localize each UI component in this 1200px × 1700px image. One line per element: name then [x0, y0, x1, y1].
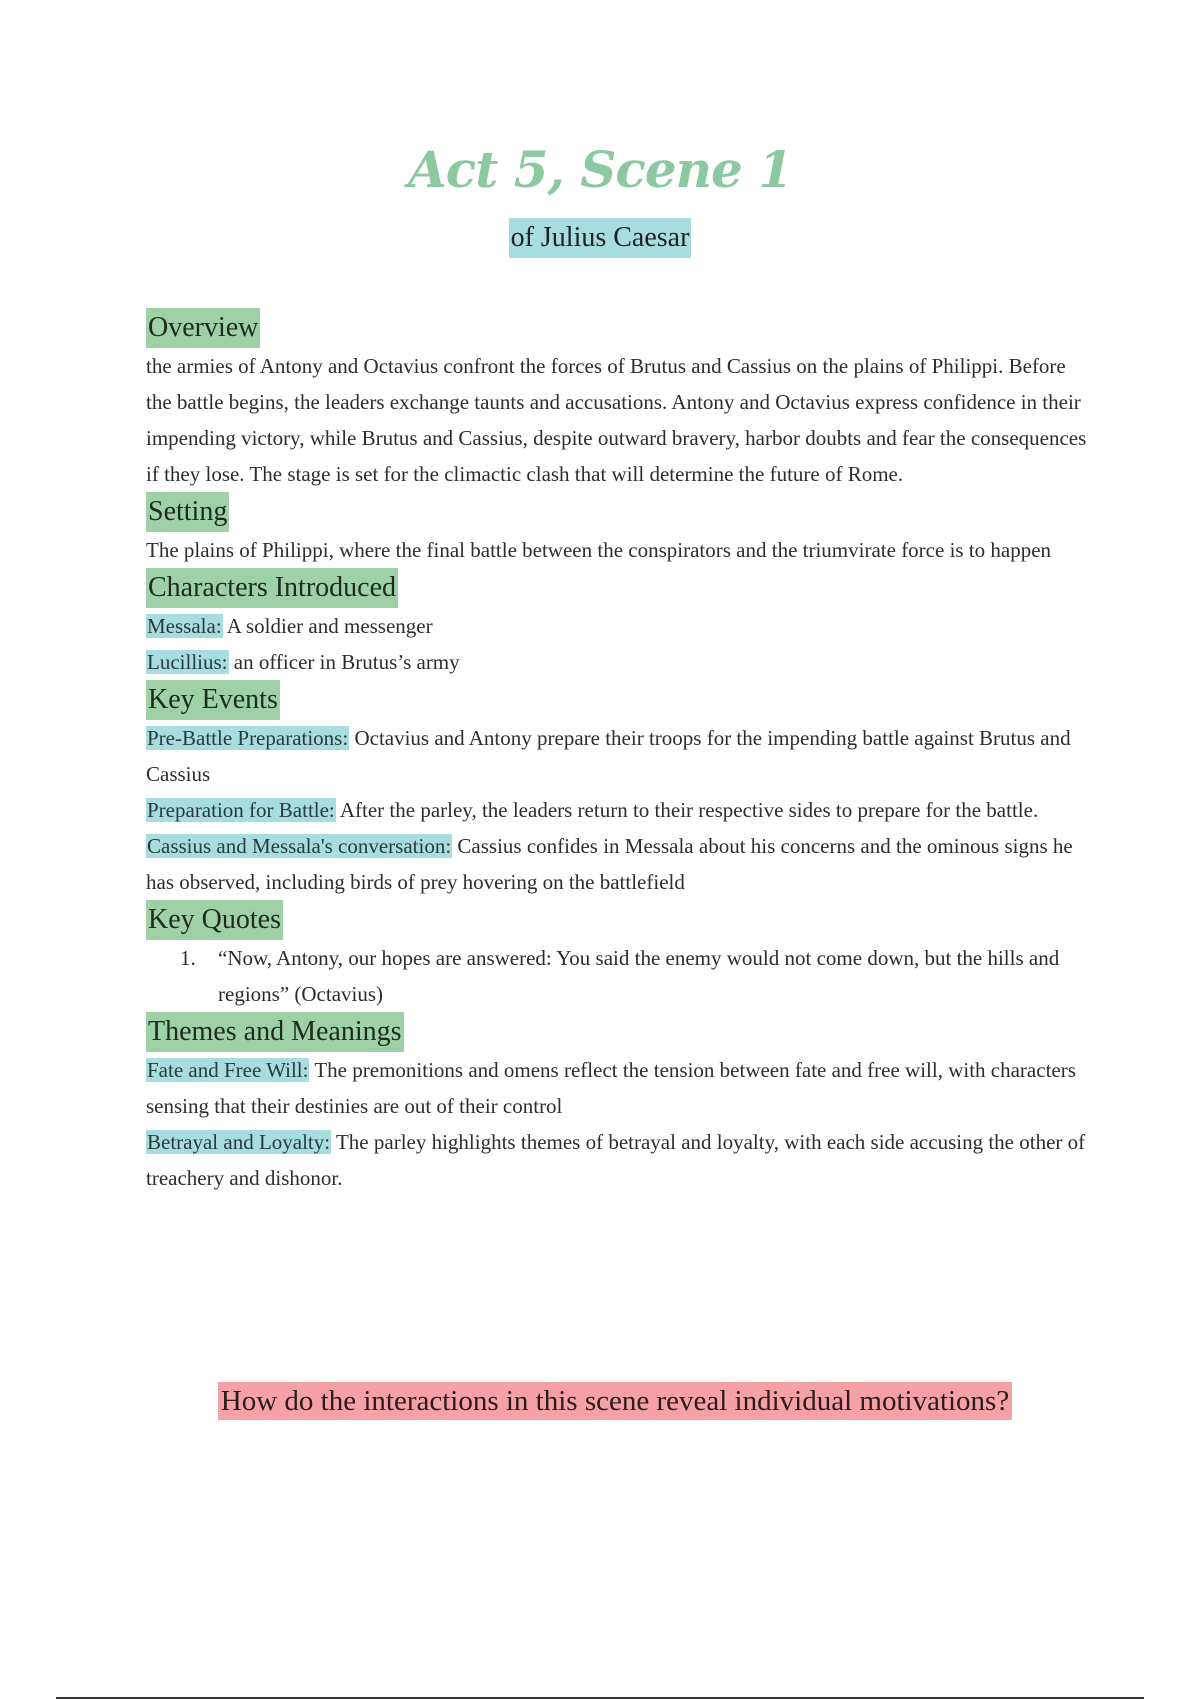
theme-entry	[146, 1052, 1096, 1124]
quotes-section	[146, 900, 1096, 1012]
character-description: A soldier and messenger	[222, 614, 433, 638]
theme-term: Betrayal and Loyalty:	[147, 1130, 331, 1154]
theme-entry	[146, 1124, 1096, 1196]
quote-list	[146, 940, 1096, 1012]
character-entry	[146, 608, 1096, 644]
event-description: Octavius and Antony prepare their troops for the impending battle against Brutus and Cassius	[146, 726, 1071, 786]
events-heading: Key Events	[146, 680, 280, 720]
theme-description: The parley highlights themes of betrayal and loyalty, with each side accusing the other of treachery and dishonor.	[146, 1130, 1086, 1190]
theme-term: Fate and Free Will:	[147, 1058, 309, 1082]
character-name: Messala:	[147, 614, 222, 638]
event-term: Pre-Battle Preparations:	[147, 726, 349, 750]
character-description: an officer in Brutus’s army	[228, 650, 460, 674]
character-name: Lucillius:	[147, 650, 228, 674]
setting-heading: Setting	[146, 492, 229, 532]
event-description: Cassius confides in Messala about his concerns and the ominous signs he has observed, including birds of prey hovering on the battlefield	[146, 834, 1073, 894]
event-entry	[146, 720, 1096, 792]
event-term: Cassius and Messala's conversation:	[147, 834, 452, 858]
quote-text: “Now, Antony, our hopes are answered: You said the enemy would not come down, but the hills and regions” (Octavius)	[218, 946, 1060, 1006]
page-title: Act 5, Scene 1	[407, 140, 793, 199]
event-entry	[146, 792, 1096, 828]
footer-divider	[56, 1697, 1144, 1699]
page-subtitle: of Julius Caesar	[509, 218, 692, 258]
theme-description: The premonitions and omens reflect the tension between fate and free will, with characters sensing that their destinies are out of their control	[146, 1058, 1076, 1118]
characters-section	[146, 568, 1096, 680]
themes-section	[146, 1012, 1096, 1196]
setting-section	[146, 492, 1096, 568]
event-description: After the parley, the leaders return to their respective sides to prepare for the battle.	[335, 798, 1039, 822]
themes-heading: Themes and Meanings	[146, 1012, 404, 1052]
question-wrapper	[0, 1382, 1200, 1420]
overview-heading: Overview	[146, 308, 260, 348]
event-term: Preparation for Battle:	[147, 798, 335, 822]
character-entry	[146, 644, 1096, 680]
notes-content	[146, 308, 1096, 1196]
quotes-heading: Key Quotes	[146, 900, 283, 940]
setting-text: The plains of Philippi, where the final battle between the conspirators and the triumvirate force is to happen	[146, 538, 1052, 562]
quote-item	[146, 940, 1096, 1012]
overview-text: the armies of Antony and Octavius confront the forces of Brutus and Cassius on the plains of Philippi. Before the battle begins, the leaders exchange taunts and accusations. Antony and Octavius express confidence in their impending victory, while Brutus and Cassius, despite outward bravery, harbor doubts and fear the consequences if they lose. The stage is set for the climactic clash that will determine the future of Rome.	[146, 354, 1087, 486]
event-entry	[146, 828, 1096, 900]
overview-section	[146, 308, 1096, 492]
subtitle-wrapper	[0, 218, 1200, 258]
quote-number: 1.	[180, 946, 196, 970]
events-section	[146, 680, 1096, 900]
characters-heading: Characters Introduced	[146, 568, 398, 608]
discussion-question: How do the interactions in this scene reveal individual motivations?	[218, 1382, 1012, 1420]
